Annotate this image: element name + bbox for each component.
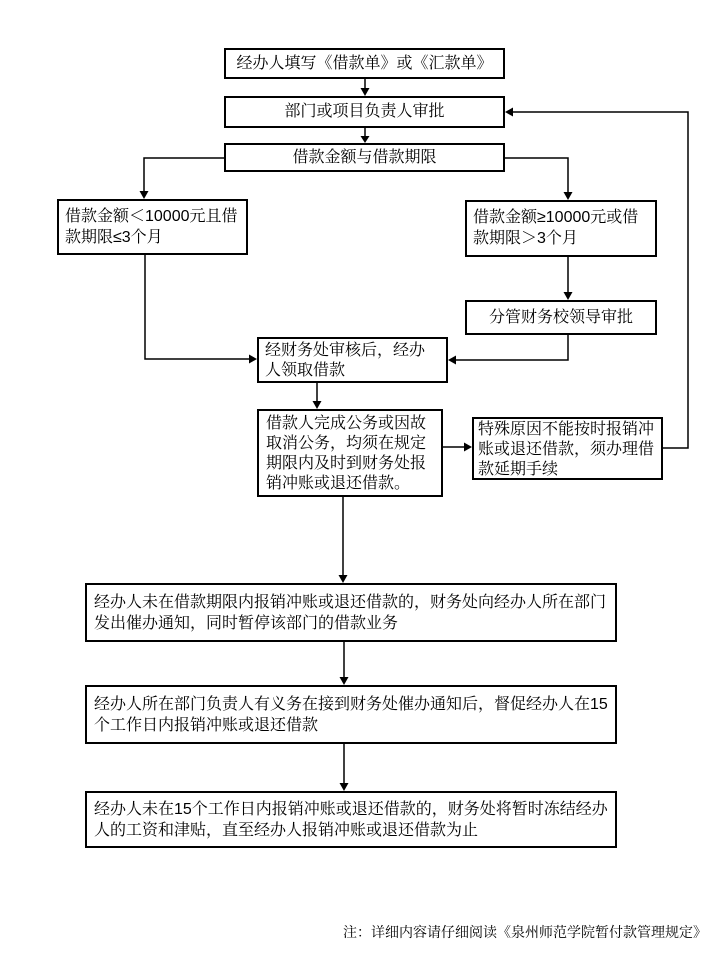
node-dept-approve: 部门或项目负责人审批 — [224, 96, 505, 128]
connector-leaderapprove-financeverify — [448, 335, 568, 365]
connector-amountterm-largeloan — [505, 158, 573, 200]
connector-completeduty-overduenotice — [339, 497, 348, 583]
connector-largeloan-leaderapprove — [564, 257, 573, 300]
connector-specialdelay-deptapprove — [505, 108, 688, 449]
node-fill-form: 经办人填写《借款单》或《汇款单》 — [224, 48, 505, 79]
connector-overduenotice-depturge — [340, 642, 349, 685]
node-finance-verify: 经财务处审核后，经办人领取借款 — [257, 337, 448, 383]
connector-deptapprove-amountterm — [361, 128, 370, 143]
node-large-loan: 借款金额≥10000元或借款期限＞3个月 — [465, 200, 657, 257]
node-overdue-notice: 经办人未在借款期限内报销冲账或退还借款的，财务处向经办人所在部门发出催办通知，同时暂停该部门的借款业务 — [85, 583, 617, 642]
connector-smallloan-financeverify — [145, 255, 257, 364]
connector-financeverify-completeduty — [313, 383, 322, 409]
node-special-delay: 特殊原因不能按时报销冲账或退还借款，须办理借款延期手续 — [472, 417, 663, 480]
connector-depturge-freezesalary — [340, 744, 349, 791]
connector-amountterm-smallloan — [140, 158, 225, 199]
node-amount-term: 借款金额与借款期限 — [224, 143, 505, 172]
connector-fillform-deptapprove — [361, 79, 370, 96]
footnote: 注：详细内容请仔细阅读《泉州师范学院暂付款管理规定》 — [343, 924, 707, 940]
node-complete-duty: 借款人完成公务或因故取消公务，均须在规定期限内及时到财务处报销冲账或退还借款。 — [257, 409, 443, 497]
node-small-loan: 借款金额＜10000元且借款期限≤3个月 — [57, 199, 248, 255]
node-leader-approve: 分管财务校领导审批 — [465, 300, 657, 335]
node-dept-urge: 经办人所在部门负责人有义务在接到财务处催办通知后，督促经办人在15个工作日内报销冲账或退还借款 — [85, 685, 617, 744]
node-freeze-salary: 经办人未在15个工作日内报销冲账或退还借款的，财务处将暂时冻结经办人的工资和津贴，直至经办人报销冲账或退还借款为止 — [85, 791, 617, 848]
connector-completeduty-specialdelay — [443, 443, 472, 452]
